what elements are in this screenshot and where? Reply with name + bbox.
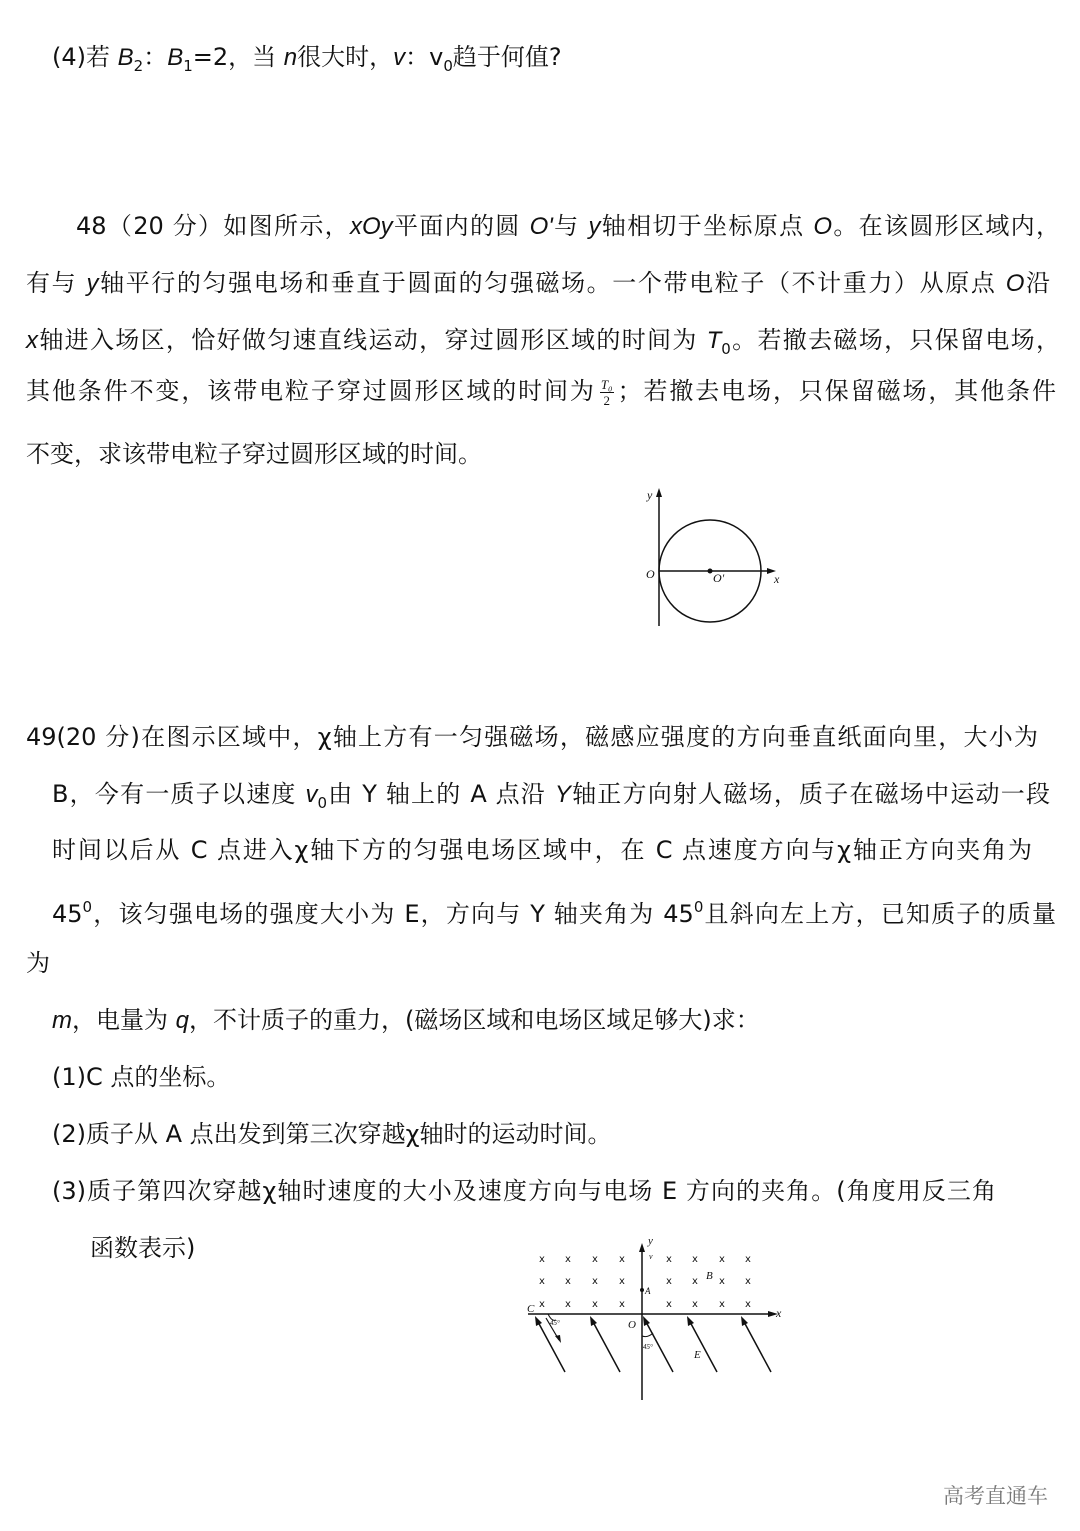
math-variable: x <box>26 327 38 354</box>
label-y: y <box>647 488 653 502</box>
text-segment: =2，当 <box>192 43 284 71</box>
text-segment: 很大时， <box>297 43 394 71</box>
magnetic-field-into-page-mark: x <box>565 1299 571 1310</box>
label-x: x <box>774 572 780 586</box>
electric-field-line <box>592 1320 620 1372</box>
math-variable: B <box>117 44 134 71</box>
text-segment: 为 <box>26 949 50 977</box>
math-variable: m <box>52 1007 72 1034</box>
q49-line <box>52 1119 612 1149</box>
q49-line <box>52 1062 230 1092</box>
point-a <box>640 1288 644 1292</box>
text-segment: ；若撤去电场，只保留磁场，其他条件 <box>617 377 1056 405</box>
label-o: O <box>646 567 655 581</box>
text-segment: 。若撤去磁场，只保留电场， <box>730 326 1060 354</box>
superscript: 0 <box>82 898 93 916</box>
angle-arc-o <box>642 1333 653 1337</box>
math-variable: xOy <box>349 213 393 240</box>
superscript: 0 <box>693 898 704 916</box>
math-variable: q <box>175 1007 189 1034</box>
text-segment: 轴平行的匀强电场和垂直于圆面的匀强磁场。一个带电粒子（不计重力）从原点 <box>98 269 1006 297</box>
magnetic-field-into-page-mark: x <box>719 1299 725 1310</box>
text-segment: 时间以后从 C 点进入χ轴下方的匀强电场区域中，在 C 点速度方向与χ轴正方向夹角为 <box>52 836 1032 864</box>
math-variable: y <box>588 213 601 240</box>
magnetic-field-into-page-mark: x <box>692 1276 698 1287</box>
text-segment: 。在该圆形区域内， <box>832 212 1060 240</box>
text-segment: (2)质子从 A 点出发到第三次穿越χ轴时的运动时间。 <box>52 1120 612 1148</box>
magnetic-field-into-page-mark: x <box>539 1276 545 1287</box>
math-variable: O <box>1005 270 1025 297</box>
field-arrowhead-icon <box>590 1316 597 1326</box>
label-o: O <box>628 1319 636 1331</box>
subscript: 1 <box>183 57 193 75</box>
figure-circle-diagram <box>0 0 1080 700</box>
math-variable: v <box>393 44 406 71</box>
magnetic-field-into-page-mark: x <box>619 1299 625 1310</box>
y-arrow-icon <box>639 1243 645 1252</box>
math-variable: O' <box>529 213 553 240</box>
text-segment: 49(20 分)在图示区域中，χ轴上方有一匀强磁场，磁感应强度的方向垂直纸面向里，大小为 <box>26 723 1038 751</box>
math-variable: n <box>283 44 298 71</box>
text-segment: 与 <box>552 212 589 240</box>
text-segment: 沿 <box>1024 269 1050 297</box>
math-variable: O <box>813 213 833 240</box>
text-segment: 45 <box>52 900 83 928</box>
q49-line <box>52 835 1032 865</box>
text-segment: ： <box>143 43 168 71</box>
electric-field-line <box>537 1320 565 1372</box>
label-b: B <box>706 1270 713 1282</box>
label-e: E <box>694 1349 701 1361</box>
field-arrowhead-icon <box>535 1316 542 1326</box>
text-segment: ，不计质子的重力，(磁场区域和电场区域足够大)求： <box>189 1006 760 1034</box>
magnetic-field-into-page-mark: x <box>565 1276 571 1287</box>
label-a: A <box>645 1286 651 1296</box>
q49-line <box>52 892 1056 929</box>
field-arrowhead-icon <box>643 1316 650 1326</box>
text-segment: (1)C 点的坐标。 <box>52 1063 231 1091</box>
text-segment: (3)质子第四次穿越χ轴时速度的大小及速度方向与电场 E 方向的夹角。(角度用反三角 <box>52 1177 996 1205</box>
math-variable: Y <box>554 781 571 808</box>
text-segment: 函数表示) <box>90 1234 196 1262</box>
text-segment: 且斜向左上方，已知质子的质量 <box>703 900 1056 928</box>
text-segment: 其他条件不变，该带电粒子穿过圆形区域的时间为 <box>26 377 596 405</box>
field-arrowhead-icon <box>741 1316 748 1326</box>
subscript: 0 <box>443 57 453 75</box>
magnetic-field-into-page-mark: x <box>719 1254 725 1265</box>
q49-line <box>52 779 1050 818</box>
label-v: v <box>649 1252 653 1261</box>
text-segment: 不变，求该带电粒子穿过圆形区域的时间。 <box>26 440 482 468</box>
magnetic-field-into-page-mark: x <box>539 1299 545 1310</box>
label-x: x <box>776 1306 782 1320</box>
q49-line <box>52 1005 760 1036</box>
text-segment: 由 Y 轴上的 A 点沿 <box>327 780 555 808</box>
text-segment: 轴相切于坐标原点 <box>600 212 814 240</box>
text-segment: 平面内的圆 <box>392 212 530 240</box>
magnetic-field-into-page-mark: x <box>745 1276 751 1287</box>
magnetic-field-into-page-mark: x <box>666 1276 672 1287</box>
label-angle-c: 45° <box>550 1319 560 1327</box>
electric-field-line <box>689 1320 717 1372</box>
magnetic-field-into-page-mark: x <box>745 1299 751 1310</box>
magnetic-field-into-page-mark: x <box>692 1299 698 1310</box>
q49-line <box>26 948 50 978</box>
magnetic-field-into-page-mark: x <box>719 1276 725 1287</box>
text-segment: ，电量为 <box>72 1006 176 1034</box>
text-segment: ，该匀强电场的强度大小为 E，方向与 Y 轴夹角为 45 <box>92 900 694 928</box>
y-arrow-icon <box>656 488 662 497</box>
magnetic-field-into-page-mark: x <box>666 1299 672 1310</box>
math-variable: v <box>305 781 318 808</box>
math-variable: B <box>167 44 184 71</box>
text-segment: 有与 <box>26 269 87 297</box>
label-y: y <box>648 1235 653 1247</box>
magnetic-field-into-page-mark: x <box>592 1254 598 1265</box>
magnetic-field-into-page-mark: x <box>565 1254 571 1265</box>
math-variable: y <box>86 270 99 297</box>
text-segment: 48（20 分）如图所示， <box>76 212 350 240</box>
fraction-num: T₀ <box>600 376 613 392</box>
label-c: C <box>527 1303 535 1315</box>
text-segment: ：v <box>405 43 444 71</box>
label-o-prime: O' <box>713 571 725 585</box>
subscript: 0 <box>317 794 328 812</box>
subscript: 2 <box>133 57 144 75</box>
field-arrowhead-icon <box>687 1316 694 1326</box>
watermark: 高考直通车 <box>943 1484 1048 1508</box>
text-segment: 轴正方向射人磁场，质子在磁场中运动一段 <box>570 780 1050 808</box>
magnetic-field-into-page-mark: x <box>619 1276 625 1287</box>
text-segment: B，今有一质子以速度 <box>52 780 306 808</box>
magnetic-field-into-page-mark: x <box>666 1254 672 1265</box>
center-dot <box>708 569 713 574</box>
text-segment: 轴进入场区，恰好做匀速直线运动，穿过圆形区域的时间为 <box>38 326 707 354</box>
text-segment: 趋于何值? <box>452 43 562 71</box>
magnetic-field-into-page-mark: x <box>692 1254 698 1265</box>
math-variable: T <box>706 327 722 354</box>
arrowhead-icon <box>555 1335 561 1343</box>
magnetic-field-into-page-mark: x <box>592 1276 598 1287</box>
figure-field-diagram <box>0 1200 1080 1420</box>
magnetic-field-into-page-mark: x <box>619 1254 625 1265</box>
subscript: 0 <box>721 340 731 358</box>
magnetic-field-into-page-mark: x <box>539 1254 545 1265</box>
text-segment: (4)若 <box>52 43 118 71</box>
electric-field-line <box>743 1320 771 1372</box>
magnetic-field-into-page-mark: x <box>592 1299 598 1310</box>
q49-line <box>26 722 1038 752</box>
label-angle-o: 45° <box>643 1343 653 1351</box>
fraction-den: 2 <box>603 392 610 408</box>
magnetic-field-into-page-mark: x <box>745 1254 751 1265</box>
